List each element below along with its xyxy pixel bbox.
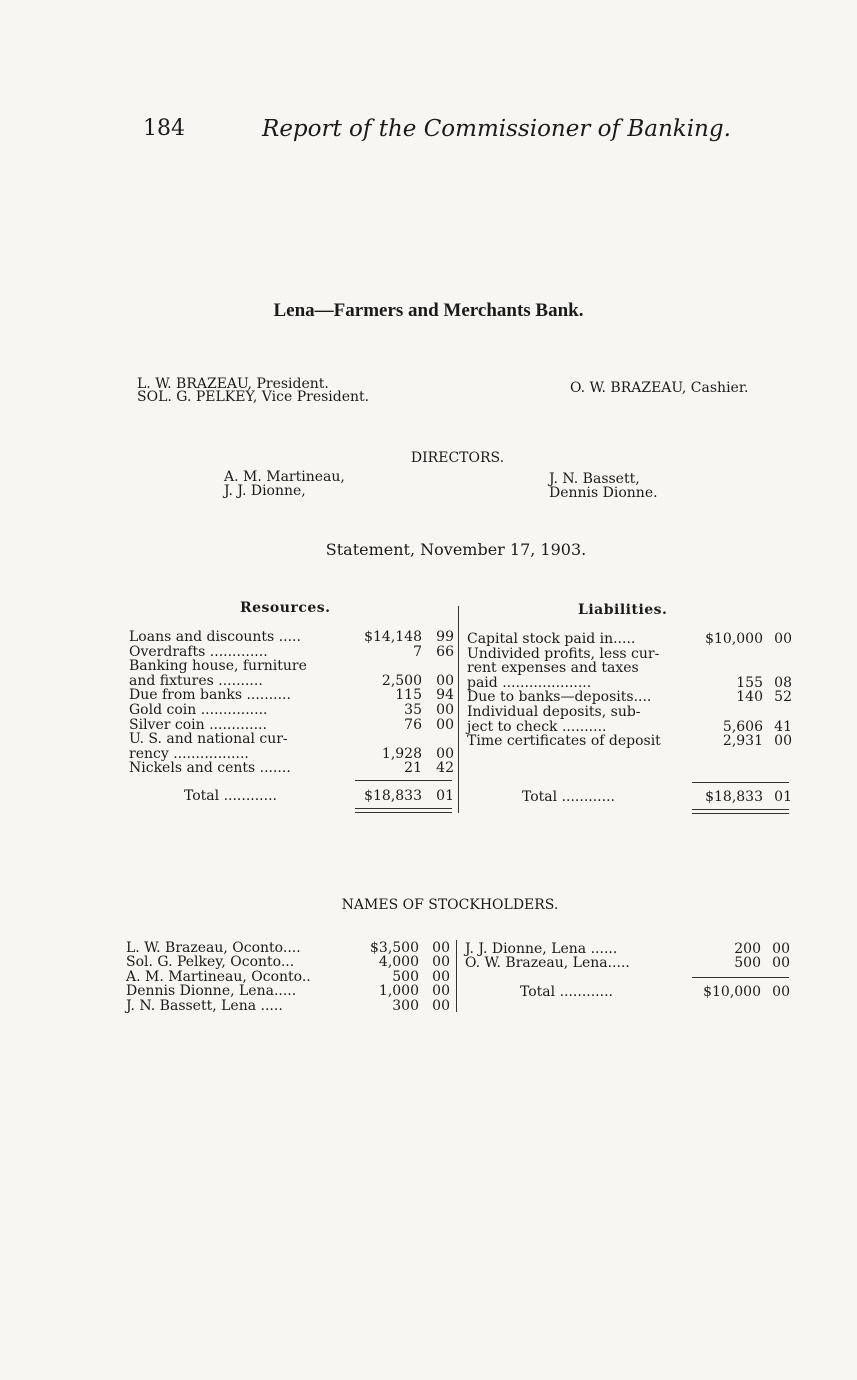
resource-row-cents: 00	[436, 672, 454, 689]
stockholders-total-dollars: $10,000	[703, 984, 761, 1000]
resource-row-dollars: 21	[404, 760, 422, 777]
stockholder-row-label: L. W. Brazeau, Oconto....	[126, 940, 301, 956]
stockholder-row-dollars: $3,500	[370, 940, 419, 956]
liabilities-total-dollars: $18,833	[705, 789, 763, 805]
resource-row-dollars: 35	[404, 702, 422, 718]
director-left-1: A. M. Martineau,	[224, 469, 345, 485]
resource-row-label: Silver coin .............	[129, 716, 267, 733]
president: L. W. BRAZEAU, President.	[137, 376, 329, 392]
resource-row-cents: 42	[436, 760, 454, 777]
resource-row-dollars: 2,500	[381, 672, 422, 689]
liabilities-total-rule	[692, 809, 789, 814]
resource-row-label: Nickels and cents .......	[129, 760, 291, 777]
resource-row-label: Banking house, furniture	[129, 658, 307, 675]
liability-row-dollars: 5,606	[722, 718, 763, 735]
stockholder-row-dollars: 200	[734, 941, 761, 957]
vice-president: SOL. G. PELKEY, Vice President.	[137, 389, 370, 405]
resource-row-cents: 99	[436, 629, 454, 645]
stockholder-row-dollars: 1,000	[378, 983, 419, 1000]
resources-total-dollars: $18,833	[364, 788, 422, 804]
stockholder-row-label: A. M. Martineau, Oconto..	[126, 968, 311, 985]
stockholder-row-cents: 00	[432, 954, 450, 971]
resource-row-dollars: 7	[413, 643, 422, 660]
resource-row-label: Loans and discounts .....	[129, 629, 301, 645]
liability-row-label: ject to check ..........	[467, 718, 607, 735]
liability-row-dollars: 155	[736, 674, 763, 691]
stockholder-row-dollars: 500	[734, 955, 761, 972]
resource-row-dollars: 115	[395, 687, 422, 704]
stockholders-total-label: Total ............	[520, 984, 613, 1000]
resources-total-label: Total ............	[184, 788, 277, 804]
resources-sum-rule	[355, 780, 452, 781]
stockholders-divider	[456, 940, 457, 1012]
stockholder-row-cents: 00	[432, 968, 450, 985]
cashier: O. W. BRAZEAU, Cashier.	[570, 380, 749, 396]
stockholders-sum-rule	[692, 977, 789, 978]
liability-row-label: Individual deposits, sub-	[467, 704, 641, 720]
resource-row-dollars: $14,148	[364, 629, 422, 645]
liability-row-label: Time certificates of deposit	[467, 733, 661, 750]
stockholder-row-label: Sol. G. Pelkey, Oconto...	[126, 954, 295, 971]
stockholder-row-label: J. N. Bassett, Lena .....	[126, 997, 283, 1014]
liability-row-label: Undivided profits, less cur-	[467, 645, 660, 662]
resource-row-cents: 00	[436, 702, 454, 718]
stockholders-heading: NAMES OF STOCKHOLDERS.	[341, 897, 559, 913]
director-right-1: J. N. Bassett,	[549, 471, 640, 487]
director-right-2: Dennis Dionne.	[549, 485, 658, 501]
resource-row-label: Overdrafts .............	[129, 643, 268, 660]
liabilities-sum-rule	[692, 782, 789, 783]
liability-row-label: Due to banks—deposits....	[467, 689, 652, 706]
resource-row-dollars: 1,928	[381, 745, 422, 762]
liabilities-total-cents: 01	[774, 789, 792, 805]
stockholder-row-label: J. J. Dionne, Lena ......	[465, 941, 618, 957]
liability-row-label: Capital stock paid in.....	[467, 631, 636, 647]
running-title: Report of the Commissioner of Banking.	[262, 116, 731, 142]
liability-row-label: rent expenses and taxes	[467, 660, 639, 677]
liability-row-dollars: 2,931	[722, 733, 763, 750]
director-left-2: J. J. Dionne,	[224, 483, 306, 499]
stockholder-row-label: O. W. Brazeau, Lena.....	[465, 955, 630, 972]
stockholder-row-cents: 00	[772, 941, 790, 957]
resource-row-dollars: 76	[404, 716, 422, 733]
resources-total-rule	[355, 808, 452, 813]
stockholder-row-dollars: 4,000	[378, 954, 419, 971]
stockholder-row-cents: 00	[432, 983, 450, 1000]
stockholder-row-dollars: 300	[392, 997, 419, 1014]
resource-row-label: Due from banks ..........	[129, 687, 291, 704]
liabilities-heading: Liabilities.	[578, 602, 668, 618]
column-divider	[458, 606, 459, 813]
resources-total-cents: 01	[436, 788, 454, 804]
stockholder-row-label: Dennis Dionne, Lena.....	[126, 983, 297, 1000]
resources-heading: Resources.	[240, 600, 331, 616]
resource-row-label: rency .................	[129, 745, 249, 762]
bank-title: Lena—Farmers and Merchants Bank.	[273, 300, 584, 321]
liability-row-cents: 41	[774, 718, 792, 735]
liability-row-cents: 08	[774, 674, 792, 691]
liability-row-label: paid ....................	[467, 674, 592, 691]
resource-row-cents: 66	[436, 643, 454, 660]
directors-heading: DIRECTORS.	[410, 450, 505, 466]
stockholders-total-cents: 00	[772, 984, 790, 1000]
stockholder-row-cents: 00	[772, 955, 790, 972]
resource-row-label: and fixtures ..........	[129, 672, 263, 689]
resource-row-cents: 00	[436, 716, 454, 733]
resource-row-cents: 00	[436, 745, 454, 762]
resource-row-label: U. S. and national cur-	[129, 731, 288, 748]
liability-row-cents: 00	[774, 631, 792, 647]
page-number: 184	[143, 116, 185, 141]
liability-row-cents: 00	[774, 733, 792, 750]
resource-row-cents: 94	[436, 687, 454, 704]
stockholder-row-cents: 00	[432, 940, 450, 956]
statement-title: Statement, November 17, 1903.	[325, 540, 587, 559]
resource-row-label: Gold coin ...............	[129, 702, 268, 718]
liabilities-total-label: Total ............	[522, 789, 615, 805]
liability-row-cents: 52	[774, 689, 792, 706]
stockholder-row-cents: 00	[432, 997, 450, 1014]
liability-row-dollars: 140	[736, 689, 763, 706]
stockholder-row-dollars: 500	[392, 968, 419, 985]
liability-row-dollars: $10,000	[705, 631, 763, 647]
